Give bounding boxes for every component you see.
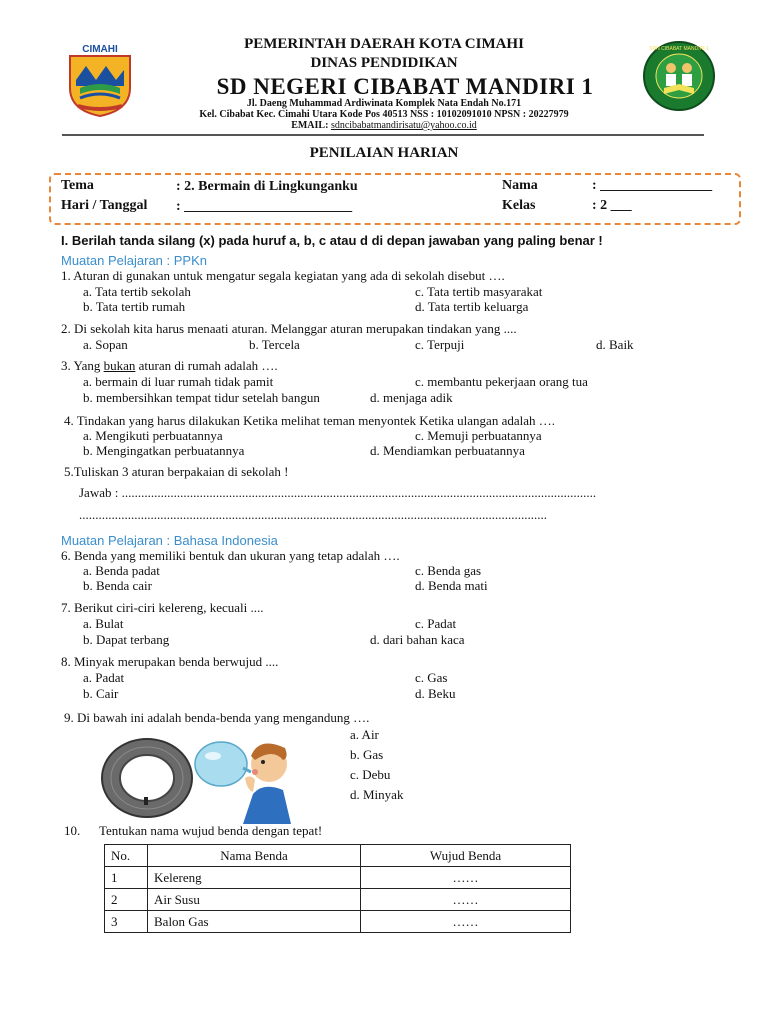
email-label: EMAIL: [291, 120, 329, 131]
q4-option-d[interactable]: d. Mendiamkan perbuatannya [370, 443, 525, 458]
q3-underline: bukan [103, 358, 136, 373]
row-nama: Kelereng [148, 867, 361, 889]
row-wujud[interactable]: …… [361, 889, 571, 911]
table-row [105, 867, 571, 889]
question-9: 9. Di bawah ini adalah benda-benda yang mengandung …. [64, 710, 370, 725]
q9-option-a[interactable]: a. Air [350, 727, 379, 742]
q3-option-c[interactable]: c. membantu pekerjaan orang tua [415, 374, 588, 389]
balloon-boy-illustration [193, 734, 297, 824]
address-line-2: Kel. Cibabat Kec. Cimahi Utara Kode Pos 40513 NSS : 10102091010 NPSN : 20227979 [199, 109, 569, 120]
email-link[interactable]: sdncibabatmandirisatu@yahoo.co.id [330, 120, 477, 131]
q6-option-a[interactable]: a. Benda padat [83, 563, 160, 578]
header-divider [62, 134, 704, 136]
q3-option-d[interactable]: d. menjaga adik [370, 390, 453, 405]
q2-option-d[interactable]: d. Baik [596, 337, 634, 352]
q8-option-a[interactable]: a. Padat [83, 670, 125, 685]
row-wujud[interactable]: …… [361, 867, 571, 889]
row-nama: Air Susu [148, 889, 361, 911]
q7-option-b[interactable]: b. Dapat terbang [83, 632, 170, 647]
section-ppkn: Muatan Pelajaran : PPKn [61, 253, 207, 268]
hari-label: Hari / Tanggal [61, 198, 148, 213]
gov-heading: PEMERINTAH DAERAH KOTA CIMAHI [244, 36, 524, 52]
q2-option-b[interactable]: b. Tercela [249, 337, 300, 352]
q1-option-c[interactable]: c. Tata tertib masyarakat [415, 284, 543, 299]
question-4: 4. Tindakan yang harus dilakukan Ketika melihat teman menyontek Ketika ulangan adalah …. [64, 413, 555, 428]
q4-option-a[interactable]: a. Mengikuti perbuatannya [83, 428, 223, 443]
q2-option-a[interactable]: a. Sopan [83, 337, 128, 352]
q5-answer-line-1[interactable]: Jawab : .................................................................................................................................................. [79, 485, 597, 500]
q7-option-a[interactable]: a. Bulat [83, 616, 124, 631]
question-8: 8. Minyak merupakan benda berwujud .... [61, 654, 279, 669]
email-line [0, 120, 768, 131]
question-7: 7. Berikut ciri-ciri kelereng, kecuali .... [61, 600, 264, 615]
q5-answer-line-2[interactable]: ................................................................................................................................................ [79, 507, 547, 522]
question-1: 1. Aturan di gunakan untuk mengatur segala kegiatan yang ada di sekolah disebut …. [61, 268, 505, 283]
q3-pre: 3. Yang [61, 358, 104, 373]
row-no: 1 [105, 867, 148, 889]
logo-left-text: CIMAHI [82, 44, 118, 55]
question-3 [61, 358, 278, 374]
q8-option-b[interactable]: b. Cair [83, 686, 119, 701]
nama-field[interactable]: : ________________ [592, 178, 713, 193]
col-no: No. [105, 845, 148, 867]
table-header-row [105, 845, 571, 867]
nama-label: Nama [502, 178, 538, 193]
q1-option-a[interactable]: a. Tata tertib sekolah [83, 284, 191, 299]
kelas-label: Kelas [502, 198, 536, 213]
q2-option-c[interactable]: c. Terpuji [415, 337, 465, 352]
question-5: 5.Tuliskan 3 aturan berpakaian di sekolah ! [64, 464, 289, 479]
question-10: Tentukan nama wujud benda dengan tepat! [99, 823, 323, 838]
q3-option-b[interactable]: b. membersihkan tempat tidur setelah bangun [83, 390, 320, 405]
tire-illustration [100, 737, 194, 819]
tema-label: Tema [61, 178, 94, 193]
question-10-number: 10. [64, 823, 81, 838]
col-nama-benda: Nama Benda [148, 845, 361, 867]
row-nama: Balon Gas [148, 911, 361, 933]
dept-heading: DINAS PENDIDIKAN [310, 55, 458, 71]
table-row [105, 889, 571, 911]
row-no: 3 [105, 911, 148, 933]
address-line-1: Jl. Daeng Muhammad Ardiwinata Komplek Nata Endah No.171 [246, 98, 522, 109]
logo-right-text: SDN CIBABAT MANDIRI 1 [649, 46, 709, 52]
wujud-benda-table [104, 844, 571, 933]
question-2: 2. Di sekolah kita harus menaati aturan. Melanggar aturan merupakan tindakan yang .... [61, 321, 517, 336]
q8-option-c[interactable]: c. Gas [415, 670, 448, 685]
kelas-field[interactable]: : 2 ___ [592, 198, 632, 213]
row-wujud[interactable]: …… [361, 911, 571, 933]
col-wujud-benda: Wujud Benda [361, 845, 571, 867]
tema-value: : 2. Bermain di Lingkunganku [176, 179, 358, 194]
q3-post: aturan di rumah adalah …. [135, 358, 278, 373]
q9-option-d[interactable]: d. Minyak [350, 787, 404, 802]
q3-option-a[interactable]: a. bermain di luar rumah tidak pamit [83, 374, 274, 389]
q1-option-b[interactable]: b. Tata tertib rumah [83, 299, 186, 314]
q7-option-d[interactable]: d. dari bahan kaca [370, 632, 465, 647]
q9-option-c[interactable]: c. Debu [350, 767, 391, 782]
q6-option-c[interactable]: c. Benda gas [415, 563, 482, 578]
q9-option-b[interactable]: b. Gas [350, 747, 384, 762]
q8-option-d[interactable]: d. Beku [415, 686, 456, 701]
row-no: 2 [105, 889, 148, 911]
question-6: 6. Benda yang memiliki bentuk dan ukuran yang tetap adalah …. [61, 548, 400, 563]
hari-field[interactable]: : ________________________ [176, 199, 353, 214]
q4-option-c[interactable]: c. Memuji perbuatannya [415, 428, 542, 443]
instruction: I. Berilah tanda silang (x) pada huruf a, b, c atau d di depan jawaban yang paling benar ! [61, 233, 603, 248]
q4-option-b[interactable]: b. Mengingatkan perbuatannya [83, 443, 245, 458]
q6-option-b[interactable]: b. Benda cair [83, 578, 152, 593]
q1-option-d[interactable]: d. Tata tertib keluarga [415, 299, 529, 314]
q7-option-c[interactable]: c. Padat [415, 616, 457, 631]
q6-option-d[interactable]: d. Benda mati [415, 578, 488, 593]
school-name: SD NEGERI CIBABAT MANDIRI 1 [216, 74, 594, 99]
section-bahasa: Muatan Pelajaran : Bahasa Indonesia [61, 533, 278, 548]
page-title: PENILAIAN HARIAN [309, 145, 459, 161]
table-row [105, 911, 571, 933]
